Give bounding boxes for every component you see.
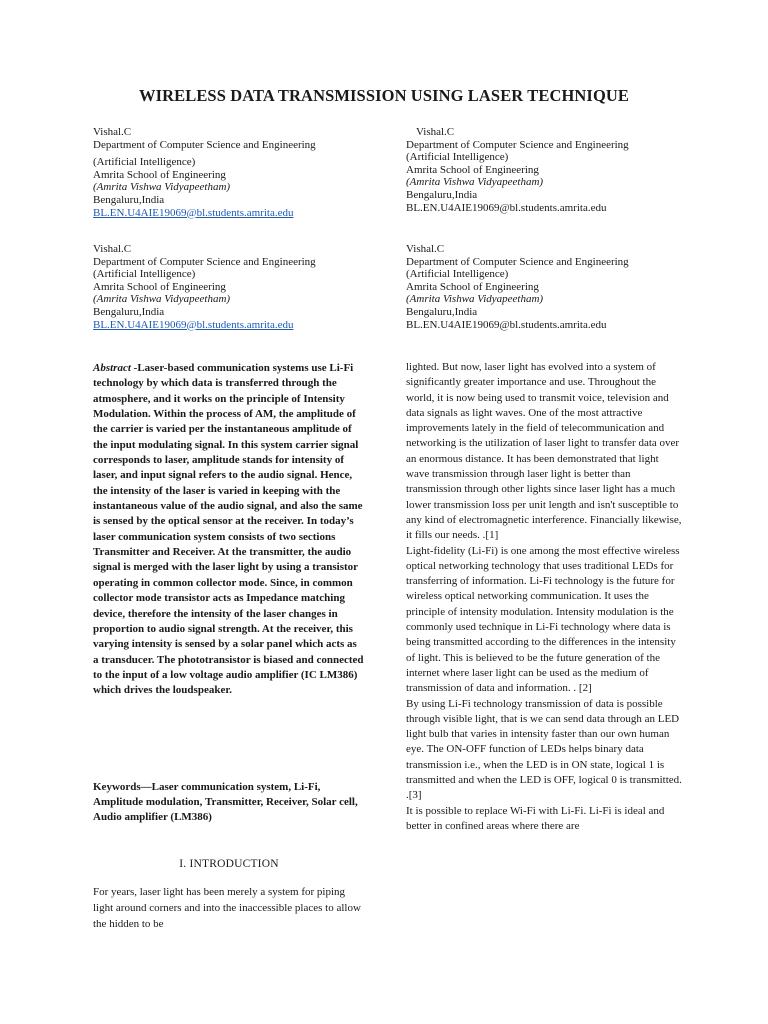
author-school: Amrita School of Engineering: [93, 280, 226, 293]
author-school: Amrita School of Engineering: [406, 163, 539, 176]
author-school: Amrita School of Engineering: [406, 280, 539, 293]
paragraph: It is possible to replace Wi-Fi with Li-Fi. Li-Fi is ideal and better in confined areas where there are: [406, 804, 665, 832]
author-block-1: [93, 126, 393, 219]
author-school: Amrita School of Engineering: [93, 168, 226, 181]
author-department: Department of Computer Science and Engineering: [406, 138, 629, 151]
author-name: Vishal.C: [93, 126, 132, 138]
author-name: Vishal.C: [416, 126, 455, 138]
author-email: BL.EN.U4AIE19069@bl.students.amrita.edu: [406, 318, 607, 331]
abstract-label: Abstract: [93, 362, 131, 374]
author-specialization: (Artificial Intelligence): [93, 156, 196, 169]
author-name: Vishal.C: [406, 243, 445, 255]
author-city: Bengaluru,India: [406, 305, 478, 318]
section-heading-introduction: I. INTRODUCTION: [179, 858, 279, 870]
author-city: Bengaluru,India: [93, 193, 165, 206]
author-specialization: (Artificial Intelligence): [93, 268, 196, 281]
abstract-text: -Laser-based communication systems use Li-Fi technology by which data is transferred through the atmosphere, and it works on the principle of Intensity Modulation. Within the process of AM, the amplitude of the carrier is varied per the instantaneous amplitude of the input modulating signal. In this system carrier signal corresponds to laser, amplitude stands for intensity of laser, and input signal refers to the audio signal. Hence, the intensity of the laser is varied in keeping with the instantaneous value of the audio signal, and also the same is sensed by the optical sensor at the receiver. In today’s laser communication system consists of two sections Transmitter and Receiver. At the transmitter, the audio signal is merged with the laser light by using a transistor operating in common collector mode. Since, in common collector mode transistor acts as Impedance matching device, therefore the intensity of the laser changes in proportion to audio signal strength. At the receiver, this varying intensity is sensed by a solar panel which acts as a transducer. The phototransistor is biased and connected to the input of a low voltage audio amplifier (IC LM386) which drives the loudspeaker.: [93, 362, 364, 697]
right-column-text: [406, 360, 684, 834]
abstract: [93, 361, 365, 699]
author-university: (Amrita Vishwa Vidyapeetham): [406, 293, 544, 306]
author-email-link[interactable]: BL.EN.U4AIE19069@bl.students.amrita.edu: [93, 318, 294, 331]
author-email-link[interactable]: BL.EN.U4AIE19069@bl.students.amrita.edu: [93, 206, 294, 219]
keywords: Keywords—Laser communication system, Li-Fi, Amplitude modulation, Transmitter, Receiver, Solar cell, Audio amplifier (LM386): [93, 781, 358, 824]
author-department: Department of Computer Science and Engineering: [93, 138, 316, 151]
author-block-2: [406, 126, 706, 214]
author-city: Bengaluru,India: [406, 188, 478, 201]
paragraph: Light-fidelity (Li-Fi) is one among the most effective wireless optical networking technology that uses traditional LEDs for transferring of information. Li-Fi technology is the future for wireless optical networking communication. It uses the principle of intensity modulation. Intensity modulation is the commonly used technique in Li-Fi technology where data is being transmitted according to the differences in the intensity of light. This is believed to be the future generation of the internet where laser light can be used as the medium of transmission of data and information. . [2]: [406, 544, 680, 695]
author-block-3: [93, 243, 393, 331]
author-name: Vishal.C: [93, 243, 132, 255]
intro-paragraph: For years, laser light has been merely a system for piping light around corners and into the inaccessible places to allow the hidden to be: [93, 886, 361, 930]
paragraph: lighted. But now, laser light has evolved into a system of significantly greater importance and use. Throughout the world, it is now being used to transmit voice, television and data signals as light waves. One of the most attractive improvements lately in the field of telecommunication and networking is the utilization of laser light to transfer data over an enormous distance. It has been demonstrated that light wave transmission through laser light is better than transmission through other lights since laser light has a much lower transmission loss per unit length and isn't susceptible to any kind of electromagnetic interference. Financially likewise, it fills our needs. .[1]: [406, 361, 682, 542]
author-email: BL.EN.U4AIE19069@bl.students.amrita.edu: [406, 201, 607, 214]
author-university: (Amrita Vishwa Vidyapeetham): [93, 181, 231, 194]
author-university: (Amrita Vishwa Vidyapeetham): [406, 176, 544, 189]
paragraph: By using Li-Fi technology transmission of data is possible through visible light, that is we can send data through an LED light bulb that varies in intensity faster than our own human eye. The ON-OFF function of LEDs helps binary data transmission i.e., when the LED is in ON state, logical 1 is transmitted and when the LED is OFF, logical 0 is transmitted. .[3]: [406, 697, 682, 802]
author-specialization: (Artificial Intelligence): [406, 151, 509, 164]
author-specialization: (Artificial Intelligence): [406, 268, 509, 281]
author-city: Bengaluru,India: [93, 305, 165, 318]
author-department: Department of Computer Science and Engineering: [406, 255, 629, 268]
author-university: (Amrita Vishwa Vidyapeetham): [93, 293, 231, 306]
author-block-4: [406, 243, 706, 331]
author-department: Department of Computer Science and Engineering: [93, 255, 316, 268]
paper-title: WIRELESS DATA TRANSMISSION USING LASER TECHNIQUE: [138, 86, 629, 105]
